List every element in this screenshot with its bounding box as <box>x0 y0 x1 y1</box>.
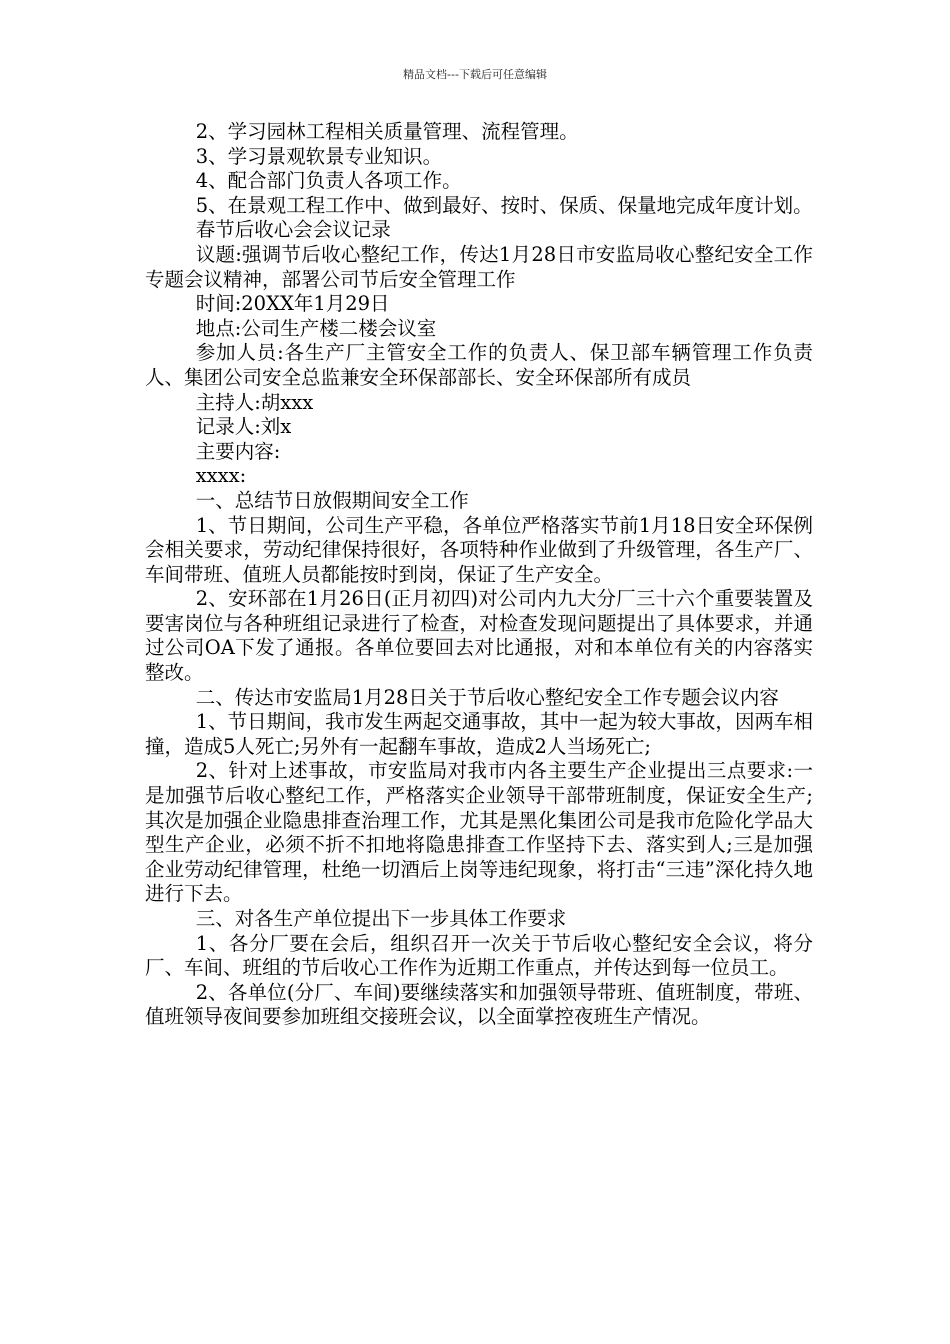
section-heading: 二、传达市安监局1月28日关于节后收心整纪安全工作专题会议内容 <box>195 685 779 709</box>
page-header: 精品文档---下载后可任意编辑 <box>403 68 547 81</box>
paragraph: 1、节日期间，我市发生两起交通事故，其中一起为较大事故，因两车相撞，造成5人死亡;另外有一起翻车事故，造成2人当场死亡; <box>145 710 813 758</box>
paragraph: 记录人:刘x <box>195 415 292 439</box>
paragraph: 3、学习景观软景专业知识。 <box>195 144 443 168</box>
paragraph: 主要内容: <box>195 439 281 463</box>
paragraph: 4、配合部门负责人各项工作。 <box>195 169 462 193</box>
paragraph: 地点:公司生产楼二楼会议室 <box>195 316 437 340</box>
section-heading: 一、总结节日放假期间安全工作 <box>195 488 469 512</box>
paragraph: 2、学习园林工程相关质量管理、流程管理。 <box>195 120 579 143</box>
section-title: 春节后收心会会议记录 <box>195 218 391 242</box>
paragraph: 1、节日期间，公司生产平稳，各单位严格落实节前1月18日安全环保例会相关要求，劳动纪律保持很好，各项特种作业做到了升级管理，各生产厂、车间带班、值班人员都能按时到岗，保证了生产安全。 <box>145 513 813 586</box>
paragraph: 主持人:胡xxx <box>195 390 314 414</box>
paragraph: 2、针对上述事故，市安监局对我市内各主要生产企业提出三点要求:一是加强节后收心整纪工作，严格落实企业领导干部带班制度，保证安全生产;其次是加强企业隐患排查治理工作，尤其是黑化集团公司是我市危险化学品大型生产企业，必须不折不扣地将隐患排查工作坚持下去、落实到人;三是加强企业劳动纪律管理，杜绝一切酒后上岗等违纪现象，将打击“三违”深化持久地进行下去。 <box>145 759 813 906</box>
paragraph: 5、在景观工程工作中、做到最好、按时、保质、保量地完成年度计划。 <box>195 193 813 217</box>
paragraph: xxxx: <box>195 464 247 488</box>
paragraph: 议题:强调节后收心整纪工作，传达1月28日市安监局收心整纪安全工作专题会议精神，部署公司节后安全管理工作 <box>145 242 813 291</box>
document-body <box>145 120 813 1030</box>
section-heading: 三、对各生产单位提出下一步具体工作要求 <box>195 907 567 930</box>
paragraph: 参加人员:各生产厂主管安全工作的负责人、保卫部车辆管理工作负责人、集团公司安全总监兼安全环保部部长、安全环保部所有成员 <box>145 341 813 389</box>
paragraph: 2、各单位(分厂、车间)要继续落实和加强领导带班、值班制度，带班、值班领导夜间要参加班组交接班会议，以全面掌控夜班生产情况。 <box>145 980 813 1029</box>
paragraph: 时间:20XX年1月29日 <box>195 292 390 316</box>
paragraph: 2、安环部在1月26日(正月初四)对公司内九大分厂三十六个重要装置及要害岗位与各种班组记录进行了检查，对检查发现问题提出了具体要求，并通过公司OA下发了通报。各单位要回去对比通报，对和本单位有关的内容落实整改。 <box>145 587 813 685</box>
paragraph: 1、各分厂要在会后，组织召开一次关于节后收心整纪安全会议，将分厂、车间、班组的节后收心工作作为近期工作重点，并传达到每一位员工。 <box>145 931 813 980</box>
